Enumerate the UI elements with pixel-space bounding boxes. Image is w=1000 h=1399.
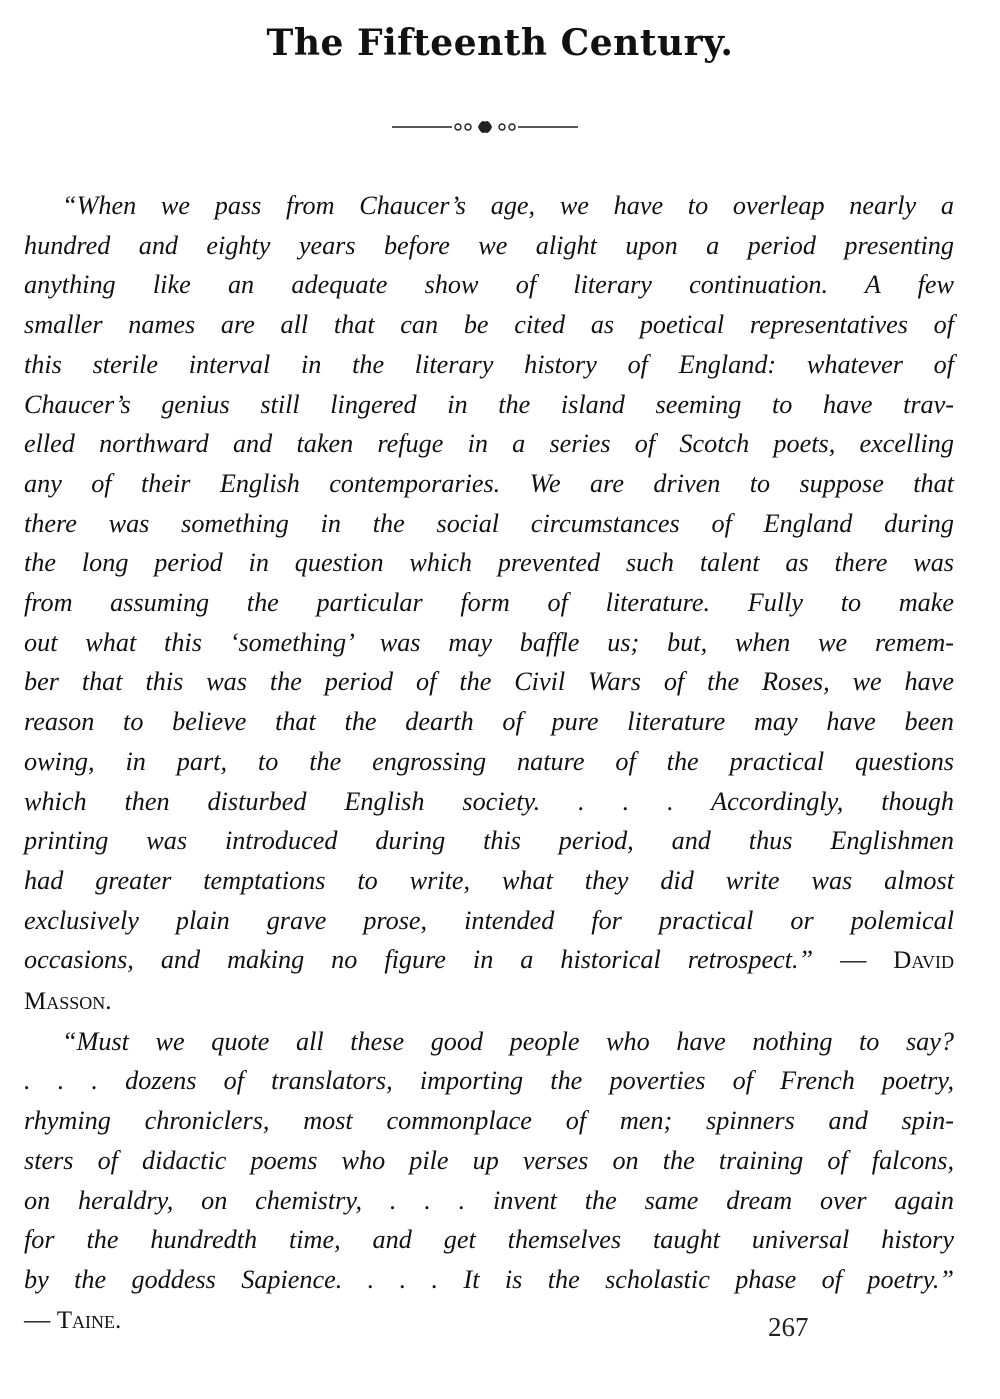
text-line: by the goddess Sapience. . . . It is the scholastic phase of poetry.” <box>24 1264 954 1294</box>
text-line: . . . dozens of translators, importing the poverties of French poetry, <box>24 1066 954 1096</box>
text-line: exclusively plain grave prose, intended for practical or polemical <box>24 905 954 935</box>
author-taine: Taine. <box>56 1306 122 1334</box>
page-title: The Fifteenth Century. <box>266 22 734 64</box>
text-line <box>24 1300 954 1341</box>
attribution-dash: — <box>24 1304 57 1334</box>
quote-taine <box>24 1022 954 1341</box>
author-masson-first: David <box>893 947 955 975</box>
text-line: out what this ‘something’ was may baffle us; but, when we remem- <box>24 627 954 657</box>
text-line: owing, in part, to the engrossing nature of the practical questions <box>24 746 954 776</box>
text-line: any of their English contemporaries. We are driven to suppose that <box>24 468 954 498</box>
text-line: for the hundredth time, and get themselves taught universal history <box>24 1225 954 1255</box>
page-number: 267 <box>768 1312 809 1342</box>
text-line-content: occasions, and making no figure in a historical retrospect.” <box>24 945 814 975</box>
text-line: smaller names are all that can be cited as poetical representatives of <box>24 310 954 340</box>
text-line: printing was introduced during this period, and thus Englishmen <box>24 826 954 856</box>
text-line: Chaucer’s genius still lingered in the island seeming to have trav- <box>24 389 954 419</box>
quote-masson <box>24 186 954 1022</box>
text-line: which then disturbed English society. . . . Accordingly, though <box>24 786 954 816</box>
text-line: this sterile interval in the literary history of England: whatever of <box>24 349 954 379</box>
text-line <box>24 981 954 1022</box>
text-line: anything like an adequate show of literary continuation. A few <box>24 270 954 300</box>
text-line: rhyming chroniclers, most commonplace of men; spinners and spin- <box>24 1106 954 1136</box>
text-line: sters of didactic poems who pile up verses on the training of falcons, <box>24 1145 954 1175</box>
text-line <box>24 940 954 981</box>
text-line: hundred and eighty years before we alight upon a period presenting <box>24 230 954 260</box>
text-line: reason to believe that the dearth of pure literature may have been <box>24 707 954 737</box>
text-line: on heraldry, on chemistry, . . . invent the same dream over again <box>24 1185 954 1215</box>
text-line: “Must we quote all these good people who have nothing to say? <box>62 1026 954 1056</box>
text-line: elled northward and taken refuge in a series of Scotch poets, excelling <box>24 429 954 459</box>
body-text <box>24 186 954 1340</box>
ornament-divider <box>390 112 580 142</box>
author-masson-last: Masson. <box>24 988 112 1016</box>
text-line: from assuming the particular form of literature. Fully to make <box>24 588 954 618</box>
text-line: ber that this was the period of the Civil Wars of the Roses, we have <box>24 667 954 697</box>
text-line: there was something in the social circumstances of England during <box>24 508 954 538</box>
text-line: the long period in question which prevented such talent as there was <box>24 548 954 578</box>
text-line: had greater temptations to write, what they did write was almost <box>24 865 954 895</box>
attribution-dash: — <box>813 945 894 975</box>
text-line: “When we pass from Chaucer’s age, we have to overleap nearly a <box>62 191 954 220</box>
